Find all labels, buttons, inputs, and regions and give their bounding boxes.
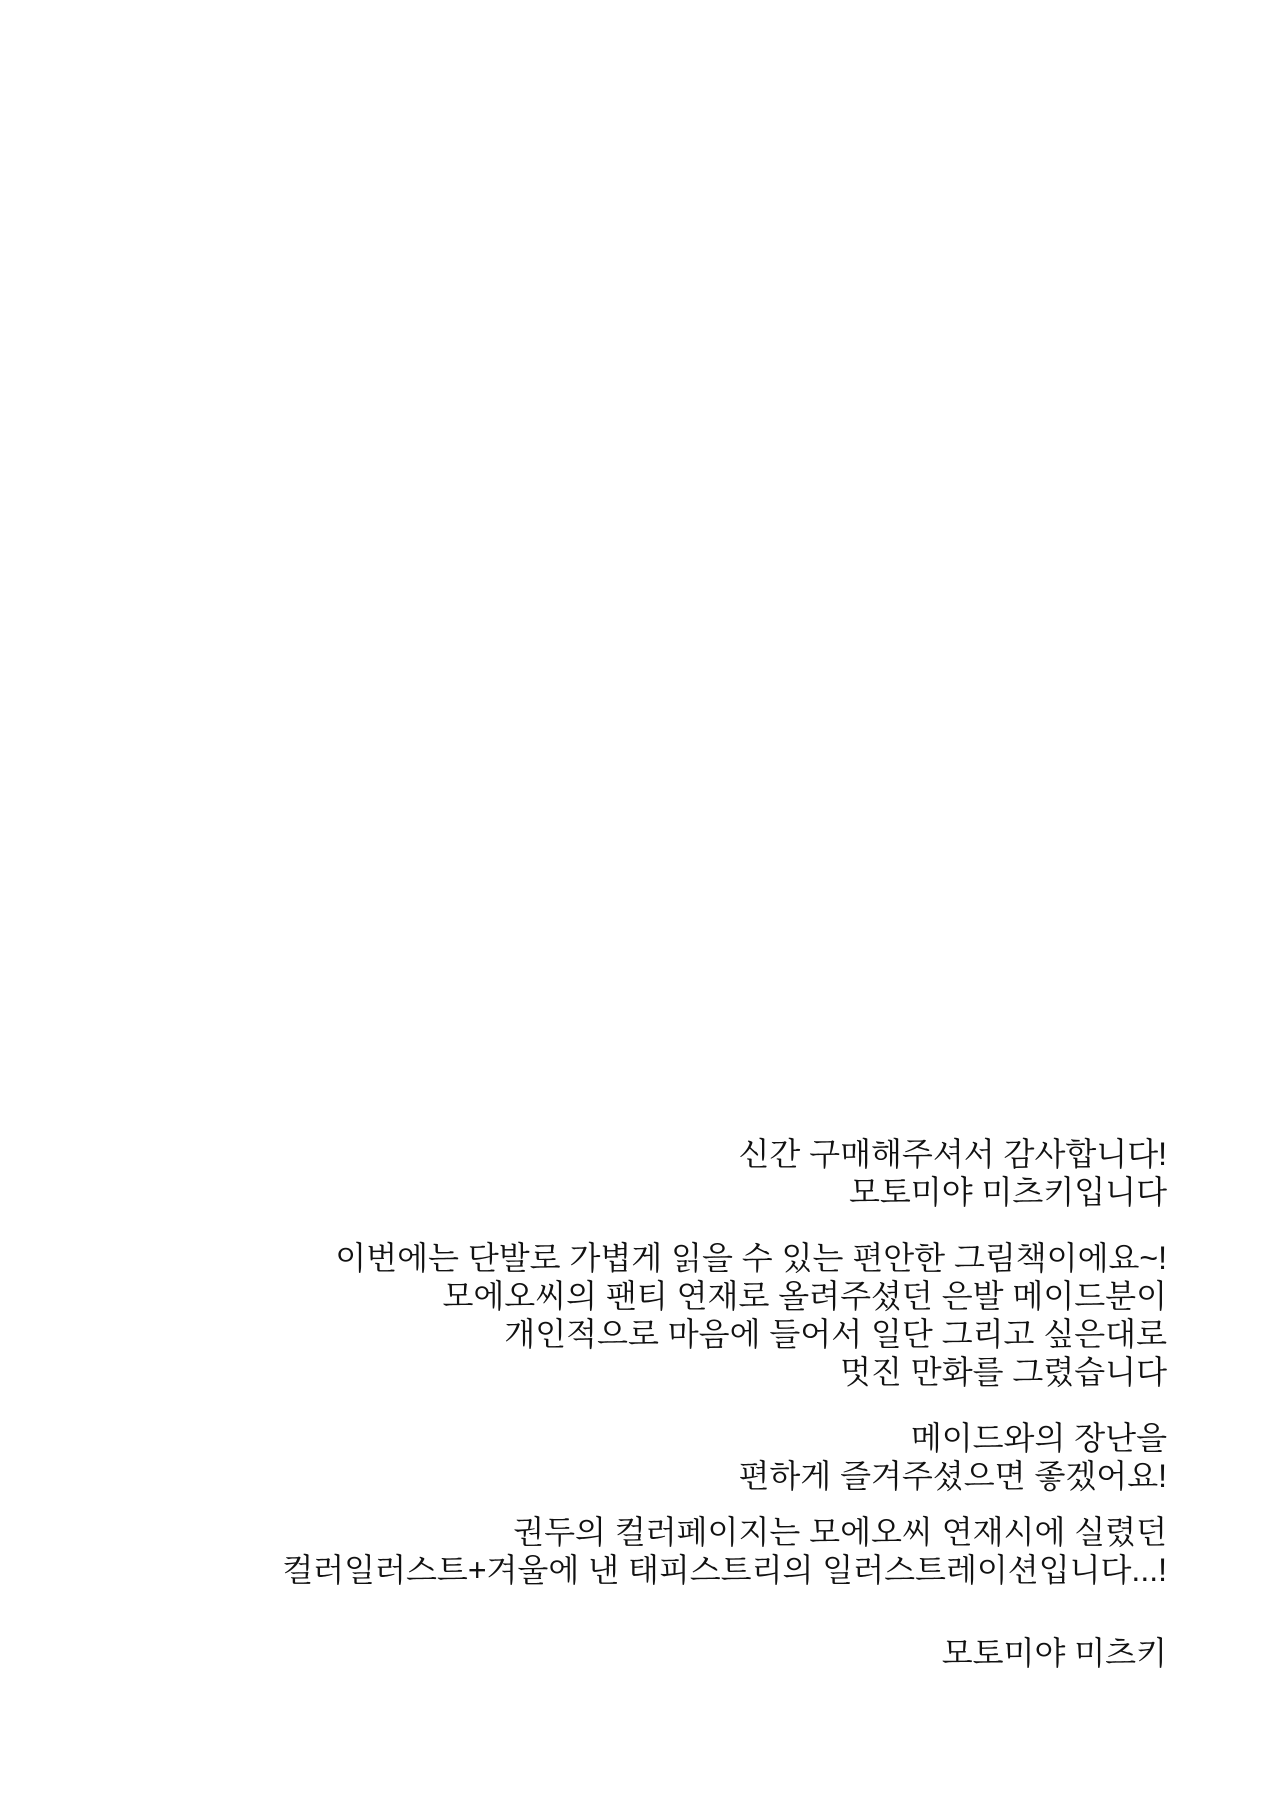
greeting-paragraph [267, 1135, 1167, 1211]
book-description-paragraph [267, 1239, 1167, 1391]
text-line-author-intro: 모토미야 미츠키입니다 [848, 1174, 1167, 1210]
text-line-hope-enjoy: 편하게 즐겨주셨으면 좋겠어요! [738, 1458, 1167, 1494]
text-line-maid-mischief: 메이드와의 장난을 [910, 1420, 1167, 1456]
text-line-book-description: 이번에는 단발로 가볍게 읽을 수 있는 편안한 그림책이에요~! [335, 1240, 1167, 1276]
text-line-greeting: 신간 구매해주셔서 감사합니다! [738, 1136, 1167, 1172]
text-line-color-pages: 권두의 컬러페이지는 모에오씨 연재시에 실렸던 [513, 1514, 1167, 1550]
afterword-text-block [267, 1135, 1167, 1672]
text-line-personal-liking: 개인적으로 마음에 들어서 일단 그리고 싶은대로 [504, 1316, 1167, 1352]
enjoyment-paragraph [267, 1419, 1167, 1495]
text-line-illustration-note: 컬러일러스트+겨울에 낸 태피스트리의 일러스트레이션입니다...! [282, 1552, 1167, 1588]
color-pages-paragraph [267, 1513, 1167, 1589]
text-line-drew-manga: 멋진 만화를 그렸습니다 [840, 1354, 1167, 1390]
text-line-maid-origin: 모에오씨의 팬티 연재로 올려주셨던 은발 메이드분이 [442, 1278, 1167, 1314]
author-signature: 모토미야 미츠키 [941, 1635, 1167, 1671]
